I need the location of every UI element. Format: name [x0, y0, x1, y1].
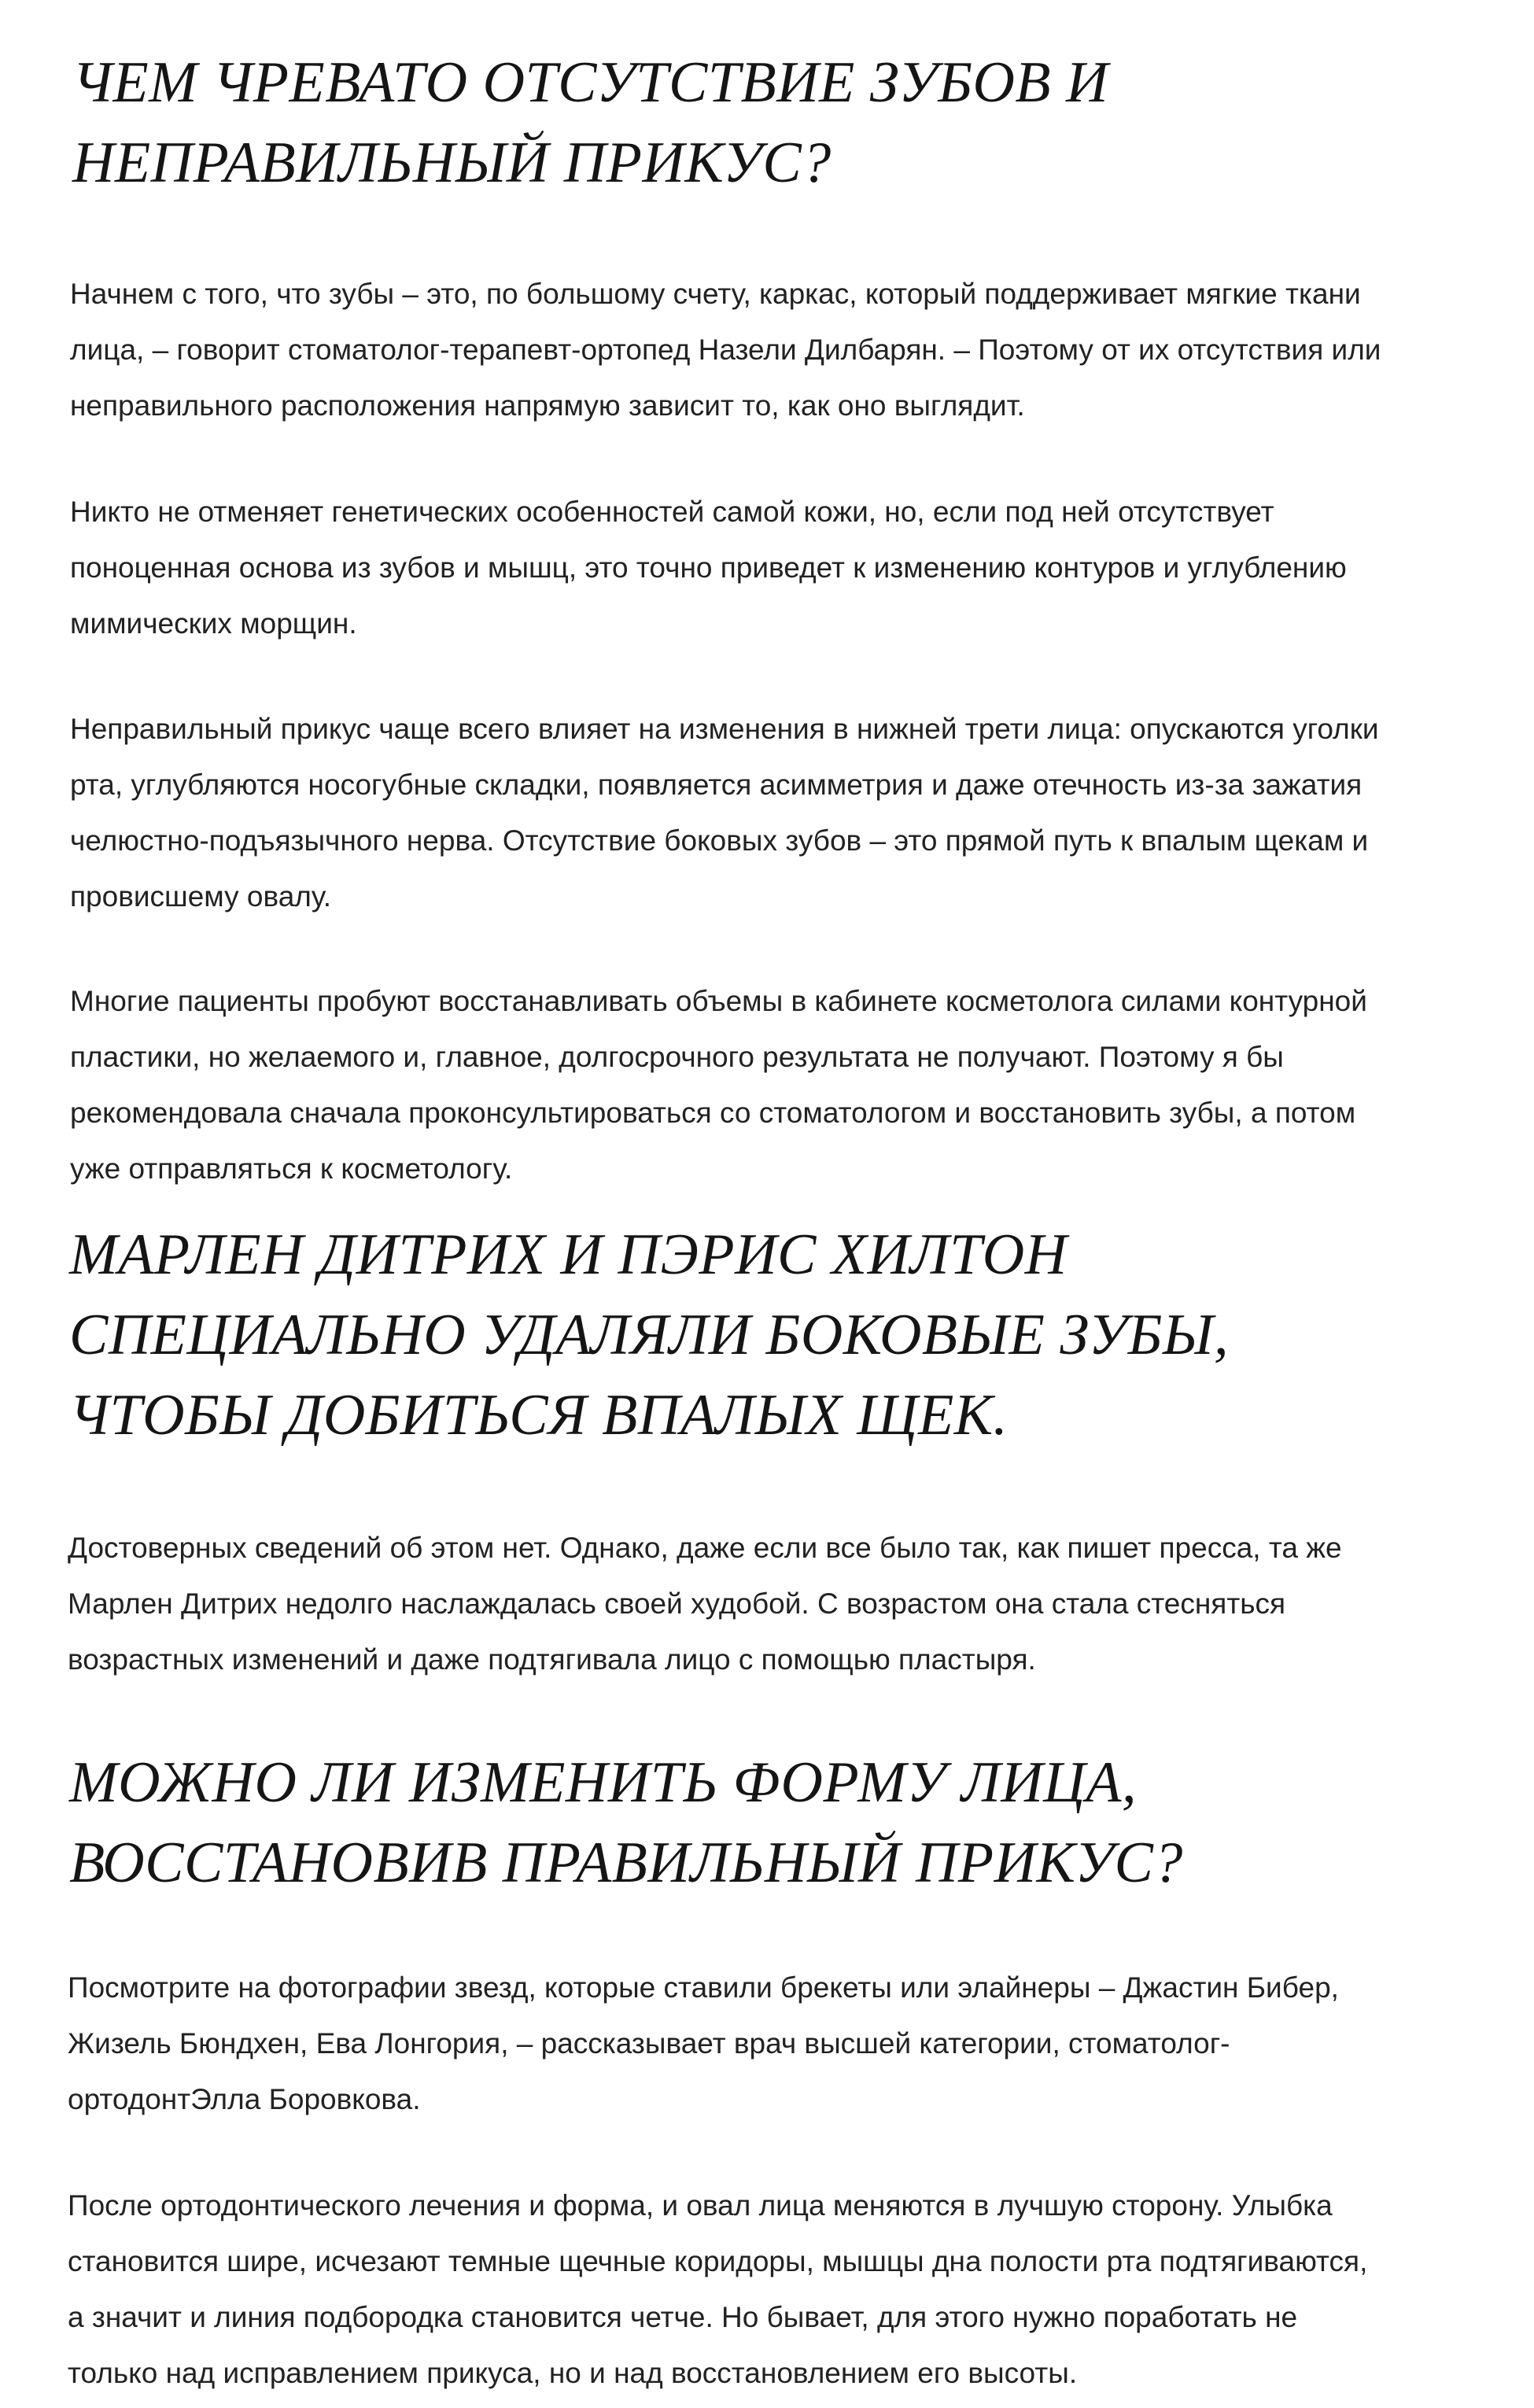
- paragraph: Достоверных сведений об этом нет. Однако, даже если все было так, как пишет пресса, та же Марлен Дитрих недолго наслаждалась своей худобой. С возрастом она стала стесняться возрастных изменений и даже подтягивала лицо с помощью пластыря.: [68, 1532, 1342, 1676]
- section-heading: ЧЕМ ЧРЕВАТО ОТСУТСТВИЕ ЗУБОВ И НЕПРАВИЛЬНЫЙ ПРИКУС?: [72, 50, 1109, 195]
- paragraph: Неправильный прикус чаще всего влияет на изменения в нижней трети лица: опускаются уголки рта, углубляются носогубные складки, появляется асимметрия и даже отечность из-за зажатия челюстно-подъязычного нерва. Отсутствие боковых зубов – это прямой путь к впалым щекам и провисшему овалу.: [70, 713, 1379, 913]
- section-heading: МАРЛЕН ДИТРИХ И ПЭРИС ХИЛТОН СПЕЦИАЛЬНО УДАЛЯЛИ БОКОВЫЕ ЗУБЫ, ЧТОБЫ ДОБИТЬСЯ ВПАЛЫХ ЩЕК.: [69, 1222, 1229, 1447]
- section-heading: МОЖНО ЛИ ИЗМЕНИТЬ ФОРМУ ЛИЦА, ВОССТАНОВИВ ПРАВИЛЬНЫЙ ПРИКУС?: [69, 1750, 1183, 1895]
- paragraph: Посмотрите на фотографии звезд, которые ставили брекеты или элайнеры – Джастин Бибер, Жизель Бюндхен, Ева Лонгория, – рассказывает врач высшей категории, стоматолог- ортодонтЭлла Боровкова.: [68, 1971, 1339, 2115]
- paragraph: Никто не отменяет генетических особенностей самой кожи, но, если под ней отсутствует поноценная основа из зубов и мышц, это точно приведет к изменению контуров и углублению мимических морщин.: [70, 496, 1347, 640]
- paragraph: Начнем с того, что зубы – это, по большому счету, каркас, который поддерживает мягкие ткани лица, – говорит стоматолог-терапевт-ортопед Назели Дилбарян. – Поэтому от их отсутствия или неправильного расположения напрямую зависит то, как оно выглядит.: [70, 278, 1381, 422]
- paragraph: После ортодонтического лечения и форма, и овал лица меняются в лучшую сторону. Улыбка становится шире, исчезают темные щечные коридоры, мышцы дна полости рта подтягиваются, а значит и линия подбородка становится четче. Но бывает, для этого нужно поработать не только над исправлением прикуса, но и над восстановлением его высоты.: [68, 2189, 1368, 2389]
- paragraph: Многие пациенты пробуют восстанавливать объемы в кабинете косметолога силами контурной пластики, но желаемого и, главное, долгосрочного результата не получают. Поэтому я бы рекомендовала сначала проконсультироваться со стоматологом и восстановить зубы, а потом уже отправляться к косметологу.: [70, 985, 1367, 1185]
